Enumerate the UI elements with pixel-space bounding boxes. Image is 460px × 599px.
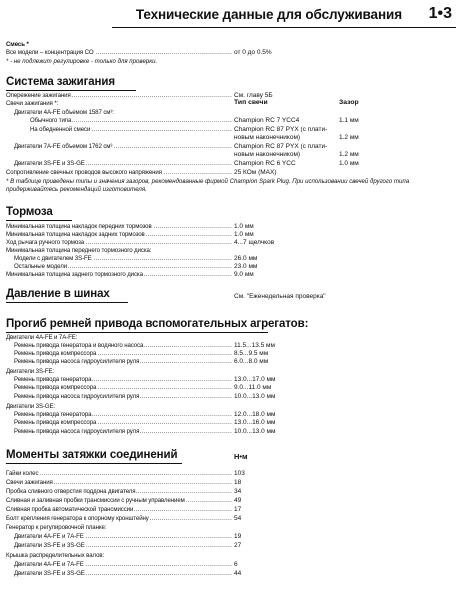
torque-value-2: 18 <box>234 479 242 486</box>
tires-value: См. "Еженедельная проверка" <box>234 293 326 300</box>
torque-row-3: Пробка сливного отверстия поддона двигателя ..... <box>6 487 232 497</box>
ignition-lean-type-1: Champion RC 87 PYX (с плати- <box>234 126 328 133</box>
ignition-advance-row: Опережение зажигания ..... <box>6 91 232 101</box>
ignition-normal-row: Обычного типа ..... <box>30 116 232 126</box>
belts-g1-label: Двигатели 4А-FE и 7А-FE: <box>6 334 78 341</box>
header-rule <box>112 27 456 28</box>
mix-label: Смесь * <box>6 41 29 48</box>
torque-row-4: Сливная и заливная пробки трансмиссии с ручным управлением ..... <box>6 496 232 506</box>
brakes-title: Тормоза <box>6 206 53 218</box>
ignition-advance-value: См. главу 5Б <box>234 92 273 99</box>
belts-g1-value-1: 11.5...13.5 мм <box>234 342 275 349</box>
belts-g3-value-1: 12.0...18.0 мм <box>234 411 276 418</box>
torque-value-1: 103 <box>234 470 245 477</box>
page-header <box>112 3 456 31</box>
ignition-lean-gap: 1.2 мм <box>339 134 359 141</box>
mix-co-value: от 0 до 0.5% <box>234 49 272 56</box>
torque-alt-label: Генератор к регулировочной планке: <box>6 524 107 531</box>
ignition-hv-row: Сопротивление свечных проводов высокого напряжения ..... <box>6 168 232 178</box>
tires-title: Давление в шинах <box>6 288 110 300</box>
brakes-handbrake-value: 4...7 щелчков <box>234 239 275 246</box>
belts-g2-value-1: 13.0...17.0 мм <box>234 376 276 383</box>
belts-g3-value-2: 13.0...16.0 мм <box>234 419 276 426</box>
belts-g2-value-2: 9.0...11.0 мм <box>234 384 272 391</box>
belts-g3-row-2: Ремень привода компрессора ..... <box>14 418 232 428</box>
ignition-title: Система зажигания <box>6 76 115 88</box>
ignition-3s-gap: 1.0 мм <box>339 160 359 167</box>
col-plug-type: Тип свечи <box>234 99 268 106</box>
torque-row-11: Двигатели 4А-FE и 7А-FE ..... <box>14 560 232 570</box>
tires-rule <box>6 302 128 303</box>
brakes-other-value: 23.0 мм <box>234 263 258 270</box>
torque-value-6: 54 <box>234 515 242 522</box>
ignition-hv-value: 25 КОм (MAX) <box>234 169 277 176</box>
belts-g1-row-1: Ремень привода генератора и водяного насоса ..... <box>14 341 232 351</box>
belts-g2-row-2: Ремень привода компрессора ..... <box>14 383 232 393</box>
torque-row-8: Двигатели 4А-FE и 7А-FE ..... <box>14 532 232 542</box>
ignition-note-1: * В таблице приведены типы и значения зазоров, рекомендованные фирмой Champion Spark Plug. При использовании свечей другого типа <box>6 178 410 185</box>
ignition-lean-type-2: новым наконечником) <box>234 134 301 141</box>
torque-row-1: Гайки колес ..... <box>6 469 232 479</box>
torque-title: Моменты затяжки соединений <box>6 449 178 461</box>
torque-row-9: Двигатели 3S-FE и 3S-GE ..... <box>14 541 232 551</box>
torque-value-12: 44 <box>234 570 242 577</box>
mix-co-row: Все модели – концентрация CO ..... <box>6 48 232 58</box>
belts-g2-label: Двигатели 3S-FE: <box>6 368 55 375</box>
torque-row-2: Свечи зажигания ..... <box>6 478 232 488</box>
torque-value-5: 17 <box>234 506 242 513</box>
brakes-rear-disc-value: 9.0 мм <box>234 271 254 278</box>
torque-row-6: Болт крепления генератора к опорному кронштейну ..... <box>6 514 232 524</box>
belts-g2-value-3: 10.0...13.0 мм <box>234 393 276 400</box>
belts-g1-value-2: 8.5...9.5 мм <box>234 350 269 357</box>
brakes-handbrake-row: Ход рычага ручного тормоза ..... <box>6 238 232 248</box>
brakes-3sfe-row: Модели с двигателем 3S-FE ..... <box>14 254 232 264</box>
ignition-normal-type: Champion RC 7 YCC4 <box>234 117 300 124</box>
page-title: Технические данные для обслуживания <box>135 7 402 22</box>
brakes-rear-pad-row: Минимальная толщина накладок задних тормозов ..... <box>6 230 232 240</box>
torque-unit: Н•м <box>234 452 248 461</box>
ignition-lean-row: На обедненной смеси ..... <box>30 125 232 135</box>
ignition-4a-label: Двигатели 4А-FE объемом 1587 см³: <box>14 109 114 116</box>
brakes-front-disc-label: Минимальная толщина переднего тормозного диска: <box>6 247 152 254</box>
brakes-rear-disc-row: Минимальная толщина заднего тормозного диска ..... <box>6 270 232 280</box>
torque-value-9: 27 <box>234 542 242 549</box>
torque-cam-label: Крышка распределительных валов: <box>6 552 105 559</box>
col-gap: Зазор <box>339 99 359 106</box>
ignition-3s-type: Champion RC 6 YCC <box>234 160 296 167</box>
belts-g2-row-1: Ремень привода генератора ..... <box>14 375 232 385</box>
torque-row-5: Сливная пробка автоматической трансмиссии ..... <box>6 505 232 515</box>
ignition-note-2: придерживайтесь рекомендаций изготовителя. <box>6 186 147 193</box>
belts-g3-row-1: Ремень привода генератора ..... <box>14 410 232 420</box>
brakes-rule <box>6 220 72 221</box>
torque-value-3: 34 <box>234 488 242 495</box>
brakes-front-pad-row: Минимальная толщина накладок передних тормозов ..... <box>6 222 232 232</box>
brakes-front-pad-value: 1.0 мм <box>234 223 254 230</box>
ignition-7a-type-2: новым наконечником) <box>234 151 301 158</box>
belts-g1-row-3: Ремень привода насоса гидроусилителя руля ..... <box>14 357 232 367</box>
belts-title: Прогиб ремней привода вспомогательных агрегатов: <box>6 318 309 330</box>
torque-row-12: Двигатели 3S-FE и 3S-GE ..... <box>14 569 232 579</box>
ignition-7a-type-1: Champion RC 87 PYX (с плати- <box>234 143 328 150</box>
brakes-rear-pad-value: 1.0 мм <box>234 231 254 238</box>
page-number: 1•3 <box>428 5 452 22</box>
belts-g2-row-3: Ремень привода насоса гидроусилителя руля ..... <box>14 392 232 402</box>
brakes-other-row: Остальные модели ..... <box>14 262 232 272</box>
torque-value-11: 6 <box>234 561 238 568</box>
ignition-normal-gap: 1.1 мм <box>339 117 359 124</box>
belts-g3-value-3: 10.0...13.0 мм <box>234 428 276 435</box>
belts-g1-value-3: 6.0...8.0 мм <box>234 358 269 365</box>
brakes-3sfe-value: 26.0 мм <box>234 255 258 262</box>
torque-rule <box>6 463 182 464</box>
belts-g3-row-3: Ремень привода насоса гидроусилителя руля ..... <box>14 427 232 437</box>
ignition-3s-row: Двигатели 3S-FE и 3S-GE ..... <box>14 159 232 169</box>
mix-note: * - не подлежит регулировке - только для проверки. <box>6 58 158 65</box>
torque-value-8: 19 <box>234 533 242 540</box>
belts-g1-row-2: Ремень привода компрессора ..... <box>14 349 232 359</box>
ignition-plugs-label: Свечи зажигания *: <box>6 100 59 107</box>
torque-value-4: 49 <box>234 497 242 504</box>
ignition-7a-row: Двигатели 7А-FE объемом 1762 см³ ..... <box>14 142 232 152</box>
belts-g3-label: Двигатели 3S-GE: <box>6 403 56 410</box>
ignition-7a-gap: 1.2 мм <box>339 151 359 158</box>
